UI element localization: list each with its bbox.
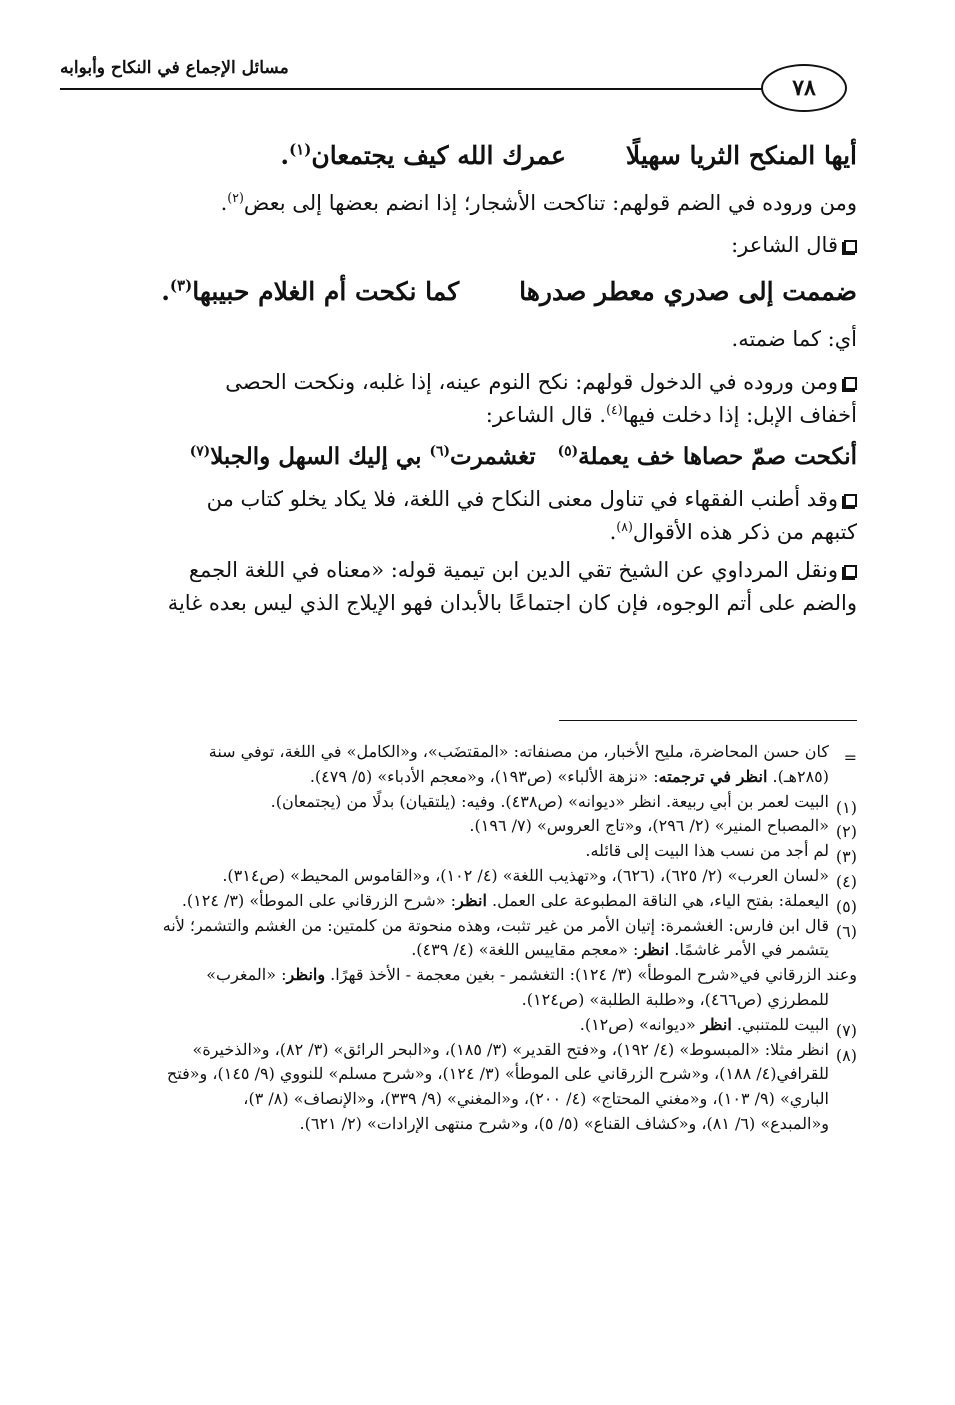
footnote-1 bbox=[92, 790, 857, 815]
verse-2-hemistich-1: ضممت إلى صدري معطر صدرها bbox=[519, 277, 857, 306]
footnote-ref[interactable]: (٧) bbox=[189, 443, 211, 460]
footnote-5-line bbox=[92, 889, 829, 914]
verse-1-end: . bbox=[280, 141, 290, 170]
footnote-1-text: البيت لعمر بن أبي ربيعة. انظر «ديوانه» (ص٤٣٨). وفيه: (يلتقيان) بدلًا من (يجتمعان). bbox=[270, 791, 829, 811]
footnotes bbox=[92, 740, 857, 1137]
footnote-6-line-2-b: : «معجم مقاييس اللغة» (٤/ ٤٣٩). bbox=[411, 940, 639, 960]
footnote-4-text: «لسان العرب» (٢/ ٦٢٥)، (٦٢٦)، و«تهذيب اللغة» (٤/ ١٠٢)، و«القاموس المحيط» (ص٣١٤). bbox=[222, 865, 829, 885]
paragraph-1-end: . bbox=[220, 191, 228, 215]
footnote-6-line-2 bbox=[92, 938, 829, 963]
square-bullet-icon bbox=[844, 494, 857, 507]
footnote-2-text: «المصباح المنير» (٢/ ٢٩٦)، و«تاج العروس» (٧/ ١٩٦). bbox=[469, 816, 829, 836]
verse-3-hemistich-2-a: تغشمرت bbox=[449, 443, 536, 471]
verse-3-hemistich-2-b: بي إليك السهل والجبلا bbox=[210, 443, 422, 471]
paragraph-2-text: قال الشاعر: bbox=[731, 233, 838, 257]
square-bullet-icon bbox=[844, 240, 857, 253]
footnote-ref[interactable]: (٨) bbox=[616, 518, 633, 534]
footnote-3 bbox=[92, 839, 857, 867]
footnote-6-line-1: قال ابن فارس: الغشمرة: إتيان الأمر من غير تثبت، وهذه منحوتة من كلمتين: من الغشم والتشمر؛ لأنه bbox=[162, 915, 829, 935]
paragraph-6-line-2: والضم على أتم الوجوه، فإن كان اجتماعًا بالأبدان فهو الإيلاج الذي ليس بعده غاية bbox=[167, 590, 857, 615]
footnote-number: (٥) bbox=[835, 896, 857, 916]
verse-1-hemistich-2-text: عمرك الله كيف يجتمعان bbox=[311, 141, 566, 170]
footnote-ref[interactable]: (٤) bbox=[606, 401, 623, 417]
footnote-continuation-line-1: كان حسن المحاضرة، مليح الأخبار، من مصنفاته: «المقتضَب»، و«الكامل» في اللغة، توفي سنة bbox=[208, 742, 829, 761]
paragraph-4-line-1 bbox=[92, 366, 857, 399]
footnote-ref[interactable]: (١) bbox=[289, 140, 312, 159]
paragraph-4-line-1-text: ومن وروده في الدخول قولهم: نكح النوم عينه، إذا غلبه، ونكحت الحصى bbox=[225, 370, 838, 394]
verse-3-hemistich-1-text: أنكحت صمّ حصاها خف يعملة bbox=[578, 443, 857, 471]
footnote-ref[interactable]: (٦) bbox=[429, 443, 450, 460]
footnote-8 bbox=[92, 1038, 857, 1137]
footnote-5-text-a: اليعملة: بفتح الياء، هي الناقة المطبوعة على العمل. bbox=[491, 890, 829, 910]
paragraph-2 bbox=[92, 224, 857, 266]
footnote-7-text-b: «ديوانه» (ص١٢). bbox=[579, 1014, 696, 1034]
footnote-continuation bbox=[92, 740, 857, 790]
running-title-text: مسائل الإجماع في النكاح وأبوابه bbox=[60, 58, 289, 78]
paragraph-4-line-2 bbox=[92, 399, 857, 432]
verse-1-hemistich-1: أيها المنكح الثريا سهيلًا bbox=[625, 141, 857, 170]
footnote-3-text: لم أجد من نسب هذا البيت إلى قائله. bbox=[585, 841, 829, 861]
footnote-continuation-line-2-b: : «نزهة الألباء» (ص١٩٣)، و«معجم الأدباء» (٥/ ٤٧٩). bbox=[309, 766, 659, 786]
footnote-number: (١) bbox=[835, 797, 857, 817]
footnote-7-text-a: البيت للمتنبي. bbox=[736, 1014, 829, 1034]
verse-1-hemistich-2 bbox=[280, 130, 566, 182]
verse-2-hemistich-2 bbox=[161, 266, 459, 318]
paragraph-3-text: أي: كما ضمته. bbox=[731, 327, 857, 351]
paragraph-4-line-2-a: أخفاف الإبل: إذا دخلت فيها bbox=[622, 402, 857, 427]
footnote-7 bbox=[92, 1013, 857, 1038]
footnote-continuation-line-2 bbox=[92, 765, 829, 790]
footnote-6-line-2-a: يتشمر في الأمر غاشمًا. bbox=[674, 940, 829, 960]
footnote-separator bbox=[559, 720, 857, 721]
footnote-ref[interactable]: (٣) bbox=[169, 276, 193, 295]
footnote-8-line-1: انظر مثلا: «المبسوط» (٤/ ١٩٢)، و«فتح القدير» (٣/ ١٨٥)، و«البحر الرائق» (٣/ ٨٢)، و«الذخيرة» bbox=[192, 1039, 829, 1059]
verse-3-hemistich-2 bbox=[190, 431, 536, 483]
footnote-keyword: انظر bbox=[638, 940, 670, 960]
footnote-keyword: انظر في ترجمته bbox=[658, 766, 768, 786]
page-number-badge bbox=[761, 64, 847, 112]
footnote-8-line-4: و«المبدع» (٦/ ٨١)، و«كشاف القناع» (٥/ ٥)، و«شرح منتهى الإرادات» (٢/ ٦٢١). bbox=[299, 1113, 829, 1133]
main-text bbox=[92, 130, 857, 619]
verse-2-end: . bbox=[161, 277, 170, 306]
running-title bbox=[60, 58, 345, 78]
footnote-ref[interactable]: (٢) bbox=[227, 190, 244, 205]
verse-3 bbox=[92, 431, 857, 483]
footnote-6 bbox=[92, 914, 857, 1013]
footnote-2 bbox=[92, 814, 857, 842]
paragraph-5-end: . bbox=[609, 519, 617, 544]
verse-1 bbox=[92, 130, 857, 182]
page-number: ٧٨ bbox=[792, 75, 816, 101]
footnote-keyword: انظر bbox=[456, 890, 487, 910]
footnote-6-line-3-b: : «المغرب» bbox=[206, 965, 287, 985]
footnote-4 bbox=[92, 864, 857, 889]
verse-3-hemistich-1 bbox=[558, 431, 857, 483]
paragraph-5-line-2-text: كتبهم من ذكر هذه الأقوال bbox=[632, 519, 857, 544]
footnote-7-line bbox=[92, 1013, 829, 1038]
paragraph-4-line-2-b: . قال الشاعر: bbox=[485, 402, 607, 427]
paragraph-5 bbox=[92, 483, 857, 548]
footnote-ref[interactable]: (٥) bbox=[557, 443, 579, 460]
footnote-5 bbox=[92, 889, 857, 914]
continuation-marker: = bbox=[843, 748, 857, 767]
header-rule bbox=[60, 88, 835, 90]
paragraph-5-line-1-text: وقد أطنب الفقهاء في تناول معنى النكاح في اللغة، فلا يكاد يخلو كتاب من bbox=[206, 487, 838, 512]
square-bullet-icon bbox=[844, 377, 857, 390]
paragraph-6 bbox=[92, 554, 857, 619]
paragraph-5-line-2 bbox=[92, 516, 857, 549]
square-bullet-icon bbox=[844, 565, 857, 578]
paragraph-3 bbox=[92, 318, 857, 360]
footnote-6-line-4: للمطرزي (ص٤٦٦)، و«طلبة الطلبة» (ص١٢٤). bbox=[521, 989, 829, 1009]
footnote-number: (٨) bbox=[835, 1045, 857, 1065]
footnote-number: (٦) bbox=[835, 921, 857, 941]
paragraph-5-line-1 bbox=[92, 483, 857, 516]
paragraph-1-text: ومن وروده في الضم قولهم: تناكحت الأشجار؛ إذا انضم بعضها إلى بعض bbox=[243, 191, 857, 215]
paragraph-4 bbox=[92, 366, 857, 431]
verse-2 bbox=[92, 266, 857, 318]
footnote-8-line-2: للقرافي(٤/ ١٨٨)، و«شرح الزرقاني على الموطأ» (٣/ ١٢٤)، و«شرح مسلم» للنووي (٩/ ١٤٥)، و«فتح bbox=[166, 1064, 829, 1084]
verse-2-hemistich-2-text: كما نكحت أم الغلام حبيبها bbox=[192, 277, 460, 306]
paragraph-6-line-1 bbox=[92, 554, 857, 587]
footnote-number: (٧) bbox=[835, 1020, 857, 1040]
paragraph-6-line-1-text: ونقل المرداوي عن الشيخ تقي الدين ابن تيمية قوله: «معناه في اللغة الجمع bbox=[188, 558, 838, 583]
paragraph-1 bbox=[92, 182, 857, 224]
footnote-6-line-3-a: وعند الزرقاني في«شرح الموطأ» (٣/ ١٢٤): التغشمر - بغين معجمة - الأخذ قهرًا. bbox=[330, 965, 857, 985]
footnote-number: (٤) bbox=[835, 871, 857, 891]
footnote-keyword: انظر bbox=[700, 1014, 732, 1034]
footnote-keyword: وانظر bbox=[286, 965, 326, 985]
footnote-continuation-line-2-a: (٢٨٥هـ). bbox=[772, 766, 829, 786]
footnote-6-line-3 bbox=[92, 963, 857, 988]
footnote-number: (٢) bbox=[835, 822, 857, 842]
footnote-8-line-3: الباري» (٩/ ١٠٣)، و«مغني المحتاج» (٤/ ٢٠٠)، و«المغني» (٩/ ٣٣٩)، و«الإنصاف» (٨/ ٣)، bbox=[243, 1089, 829, 1109]
footnote-5-text-b: : «شرح الزرقاني على الموطأ» (٣/ ١٢٤). bbox=[181, 890, 457, 910]
footnote-number: (٣) bbox=[835, 847, 857, 867]
